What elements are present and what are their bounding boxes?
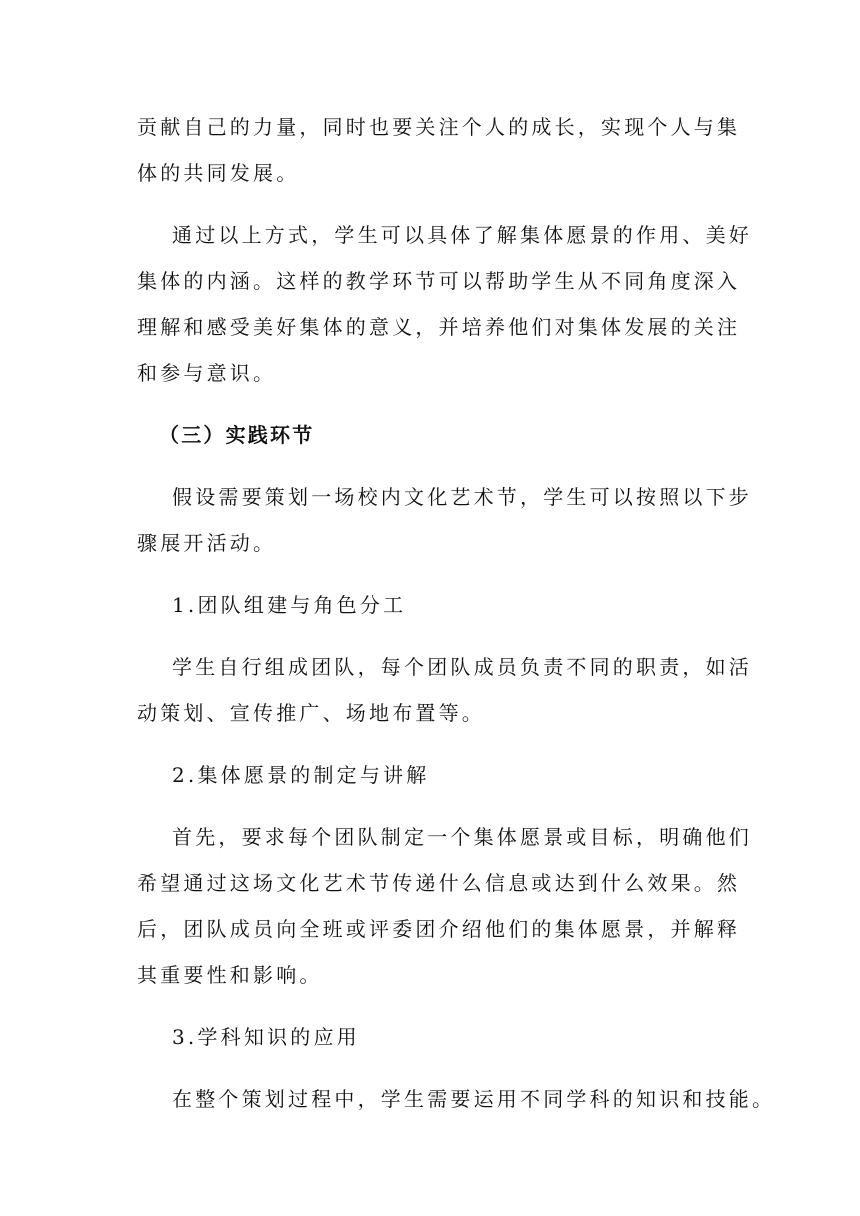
paragraph-scenario (137, 474, 752, 566)
paragraph-continued (137, 104, 747, 196)
text-line: 后，团队成员向全班或评委团介绍他们的集体愿景，并解释 (137, 917, 741, 941)
section-heading: （三）实践环节 (159, 423, 315, 447)
text-line: 在整个策划过程中，学生需要运用不同学科的知识和技能。 (172, 1087, 776, 1111)
text-line: 集体的内涵。这样的教学环节可以帮助学生从不同角度深入 (137, 269, 741, 293)
step-title-1: 1.团队组建与角色分工 (172, 593, 407, 617)
text-line: 动策划、宣传推广、场地布置等。 (137, 701, 485, 725)
text-line: 学生自行组成团队，每个团队成员负责不同的职责，如活 (172, 655, 752, 679)
text-line: 贡献自己的力量，同时也要关注个人的成长，实现个人与集 (137, 115, 741, 139)
text-line: 假设需要策划一场校内文化艺术节，学生可以按照以下步 (172, 485, 752, 509)
document-page (137, 104, 776, 1122)
text-line: 通过以上方式，学生可以具体了解集体愿景的作用、美好 (172, 223, 752, 247)
paragraph-step-1 (137, 644, 752, 736)
text-line: 首先，要求每个团队制定一个集体愿景或目标，明确他们 (172, 825, 752, 849)
text-line: 和参与意识。 (137, 361, 277, 385)
paragraph-step-3 (137, 1076, 776, 1122)
step-title-3: 3.学科知识的应用 (172, 1025, 360, 1049)
text-line: 理解和感受美好集体的意义，并培养他们对集体发展的关注 (137, 315, 741, 339)
text-line: 希望通过这场文化艺术节传递什么信息或达到什么效果。然 (137, 871, 741, 895)
text-line: 体的共同发展。 (137, 161, 300, 185)
paragraph-step-2 (137, 814, 752, 998)
step-title-2: 2.集体愿景的制定与讲解 (172, 763, 430, 787)
paragraph-summary (137, 212, 752, 396)
text-line: 骤展开活动。 (137, 531, 277, 555)
text-line: 其重要性和影响。 (137, 963, 323, 987)
